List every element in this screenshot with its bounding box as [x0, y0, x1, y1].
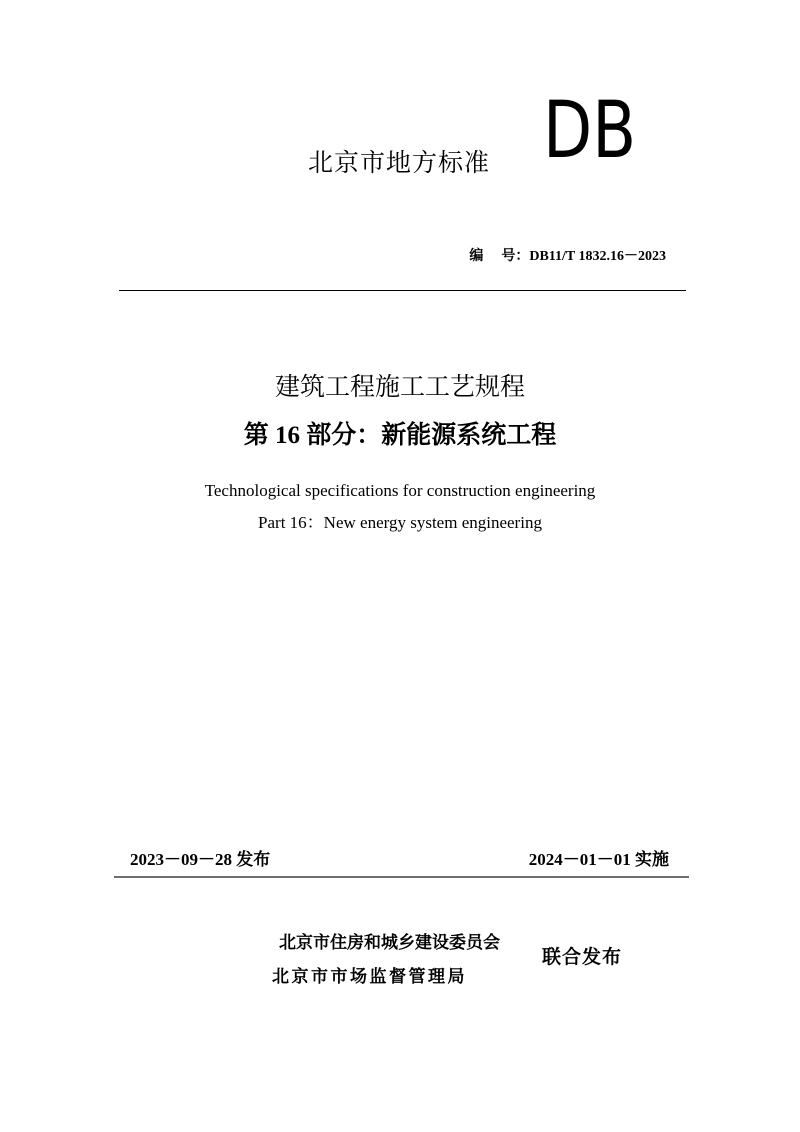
joint-publication-label: 联合发布 [542, 946, 623, 968]
standard-type-label: 北京市地方标准 [308, 148, 491, 177]
title-en-line2: Part 16：New energy system engineering [258, 513, 542, 532]
db-mark: DB [543, 86, 637, 176]
bottom-divider [114, 876, 689, 878]
issuer-market-regulation: 北京市市场监督管理局 [272, 967, 467, 987]
title-cn-line1: 建筑工程施工工艺规程 [274, 374, 525, 401]
title-cn-line2: 第 16 部分：新能源系统工程 [243, 422, 557, 449]
title-en-line1: Technological specifications for construction engineering [204, 481, 596, 500]
issuer-housing-commission: 北京市住房和城乡建设委员会 [279, 933, 500, 953]
code-label-2: 号： [501, 249, 530, 264]
effective-date: 2024－01－01 实施 [528, 850, 669, 869]
standard-code [469, 245, 666, 265]
top-divider [119, 290, 686, 291]
publish-date: 2023－09－28 发布 [130, 850, 271, 869]
code-value: DB11/T 1832.16－2023 [529, 249, 666, 264]
code-label: 编 [469, 249, 484, 264]
